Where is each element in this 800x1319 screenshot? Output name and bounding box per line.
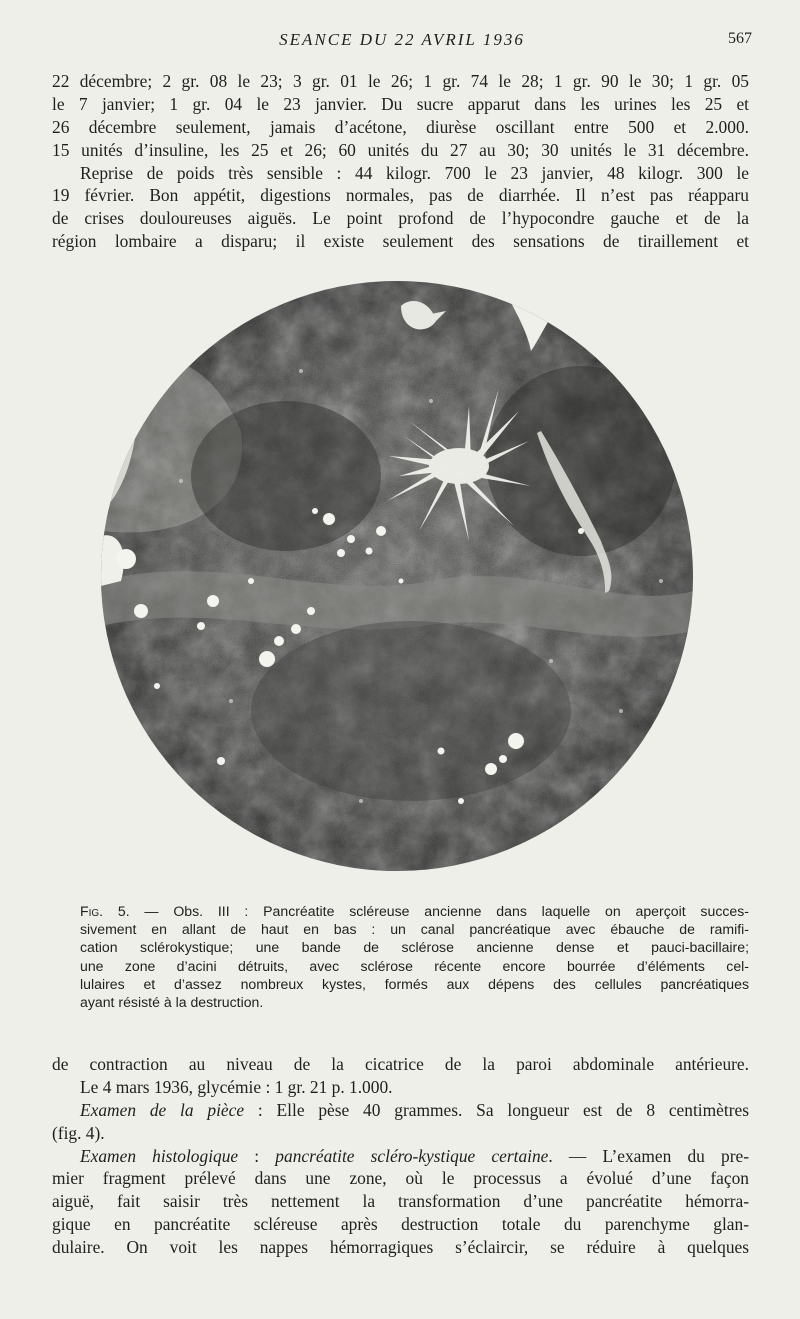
text-line: de crises douloureuses aiguës. Le point profond de l’hypocondre gauche et de la xyxy=(52,208,749,229)
caption-line: ayant résisté à la destruction. xyxy=(80,993,264,1010)
text-segment: : Elle pèse 40 grammes. Sa longueur est de 8 centimètres xyxy=(244,1099,749,1120)
text-line: (fig. 4). xyxy=(52,1122,105,1143)
caption-line: cation sclérokystique; une bande de sclérose ancienne dense et pauci-bacillaire; xyxy=(80,939,749,956)
text-line: le 7 janvier; 1 gr. 04 le 23 janvier. Du sucre apparut dans les urines les 25 et xyxy=(52,93,749,114)
page-number: 567 xyxy=(728,30,752,47)
text-line: dulaire. On voit les nappes hémorragiques s’éclaircir, se réduire à quelques xyxy=(52,1237,749,1258)
caption-line xyxy=(52,902,749,920)
text-line: aiguë, fait saisir très nettement la transformation d’une pancréatite hémorra- xyxy=(52,1191,749,1212)
text-line: 15 unités d’insuline, les 25 et 26; 60 unités du 27 au 30; 30 unités le 31 décembre. xyxy=(52,139,749,160)
text-line xyxy=(52,1145,749,1168)
caption-line: lulaires et d’assez nombreux kystes, formés aux dépens des cellules pancréatiques xyxy=(80,975,749,992)
caption-text: — Obs. III : Pancréatite scléreuse ancienne dans laquelle on aperçoit succes- xyxy=(129,903,749,919)
text-segment: : xyxy=(238,1145,276,1166)
text-line: Le 4 mars 1936, glycémie : 1 gr. 21 p. 1.000. xyxy=(80,1076,393,1097)
running-title: SEANCE DU 22 AVRIL 1936 xyxy=(279,30,525,49)
text-line: 26 décembre seulement, jamais d’acétone, diurèse oscillant entre 500 et 2.000. xyxy=(52,116,749,137)
text-segment: . — L’examen du pre- xyxy=(548,1145,750,1166)
diagnosis-text: pancréatite scléro-kystique certaine xyxy=(275,1145,549,1166)
bottom-paragraph xyxy=(52,1053,749,1259)
text-line: mier fragment prélevé dans une zone, où le processus a évolué d’une façon xyxy=(52,1168,749,1189)
text-line: de contraction au niveau de la cicatrice de la paroi abdominale antérieure. xyxy=(52,1054,749,1074)
caption-line: sivement en allant de haut en bas : un canal pancréatique avec ébauche de ramifi- xyxy=(80,921,749,938)
text-line xyxy=(52,1099,749,1122)
caption-line: une zone d’acini détruits, avec sclérose récente encore bourrée d’éléments cel- xyxy=(80,957,749,974)
text-line: Reprise de poids très sensible : 44 kilogr. 700 le 23 janvier, 48 kilogr. 300 le xyxy=(80,162,749,183)
text-line: région lombaire a disparu; il existe seulement des sensations de tiraillement et xyxy=(52,231,749,252)
micrograph-figure xyxy=(101,281,693,871)
top-paragraph xyxy=(52,70,749,253)
figure-caption xyxy=(52,902,749,1011)
page-header xyxy=(52,30,752,58)
text-line: 22 décembre; 2 gr. 08 le 23; 3 gr. 01 le 26; 1 gr. 74 le 28; 1 gr. 90 le 30; 1 gr. 05 xyxy=(52,71,749,91)
section-title: Examen histologique xyxy=(80,1145,239,1166)
text-line: 19 février. Bon appétit, digestions normales, pas de diarrhée. Il n’est pas réapparu xyxy=(52,185,749,206)
micrograph-image xyxy=(101,281,693,871)
figure-label: Fig. 5. xyxy=(80,903,130,919)
section-title: Examen de la pièce xyxy=(80,1099,245,1120)
text-line: gique en pancréatite scléreuse après destruction totale du parenchyme glan- xyxy=(52,1214,749,1235)
